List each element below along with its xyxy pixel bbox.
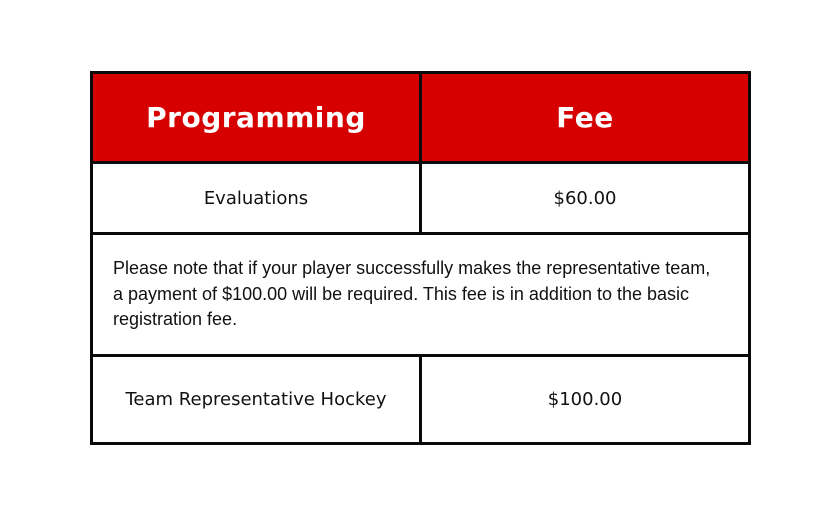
table-row	[92, 356, 750, 444]
table-header-row	[92, 73, 750, 163]
program-team-representative-hockey: Team Representative Hockey	[92, 356, 421, 444]
fee-evaluations: $60.00	[421, 163, 750, 234]
fee-team-representative-hockey: $100.00	[421, 356, 750, 444]
note-row	[92, 234, 750, 356]
header-programming: Programming	[92, 73, 421, 163]
table-row	[92, 163, 750, 234]
fee-table	[90, 71, 751, 445]
representative-fee-note: Please note that if your player successfully makes the representative team, a payment of $100.00 will be required. This fee is in addition to the basic registration fee.	[92, 234, 750, 356]
header-fee: Fee	[421, 73, 750, 163]
program-evaluations: Evaluations	[92, 163, 421, 234]
